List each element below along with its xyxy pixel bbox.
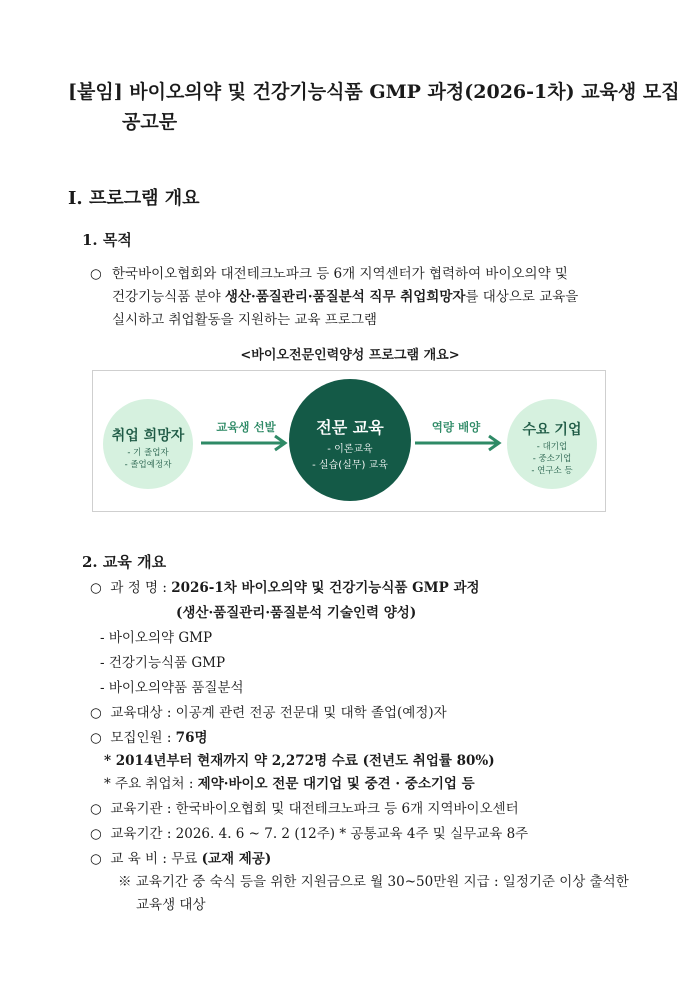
- title-line2: 공고문: [122, 111, 178, 133]
- job-seeker-item: - 기 졸업자: [127, 448, 169, 458]
- employer-item: - 연구소 등: [531, 466, 573, 476]
- track-item: - 바이오의약품 품질분석: [100, 680, 244, 696]
- course-label: 과 정 명 :: [110, 580, 172, 596]
- stat-note-unit: 명 수료: [314, 753, 363, 769]
- course-row: ○ 과 정 명 : 2026-1차 바이오의약 및 건강기능식품 GMP 과정: [90, 580, 480, 596]
- employer-note-value: 제약·바이오 전문 대기업 및 중견 · 중소기업 등: [197, 776, 475, 792]
- fee-row: ○ 교 육 비 : 무료 (교재 제공): [90, 851, 272, 867]
- stat-note-paren: (: [362, 753, 369, 769]
- training-circle: [289, 379, 411, 501]
- track-item: - 바이오의약 GMP: [100, 630, 213, 646]
- recruit-row: ○ 모집인원 : 76명: [90, 730, 208, 746]
- stat-note-count: 2,272: [271, 753, 315, 769]
- institution-text: 교육기관 : 한국바이오협회 및 대전테크노파크 등 6개 지역바이오센터: [110, 801, 519, 817]
- purpose-line2-pre: 건강기능식품 분야: [112, 289, 225, 305]
- recruit-value: 76명: [175, 730, 208, 746]
- overview-heading: 2. 교육 개요: [82, 553, 167, 571]
- institution-row: ○ 교육기관 : 한국바이오협회 및 대전테크노파크 등 6개 지역바이오센터: [90, 801, 519, 817]
- recruit-label: 모집인원 :: [110, 730, 176, 746]
- section-heading: Ⅰ. 프로그램 개요: [68, 188, 200, 209]
- course-value: 2026-1차 바이오의약 및 건강기능식품 GMP 과정: [171, 580, 480, 596]
- overview-list: [90, 577, 629, 917]
- document-title: [68, 77, 680, 137]
- stat-note-rate-label: 전년도 취업률: [368, 753, 457, 769]
- stat-note-mid: 년부터 현재까지 약: [153, 753, 272, 769]
- employer-note-label: * 주요 취업처 :: [104, 776, 198, 792]
- stat-note-rate: 80%): [456, 753, 495, 769]
- title-line1: [붙임] 바이오의약 및 건강기능식품 GMP 과정(2026-1차) 교육생 모집: [68, 81, 680, 103]
- purpose-paragraph: [112, 263, 578, 332]
- training-item: - 이론교육: [327, 444, 373, 455]
- training-title: 전문 교육: [316, 418, 384, 437]
- job-seeker-item: - 졸업예정자: [124, 460, 172, 470]
- purpose-line2-post: 를 대상으로 교육을: [465, 289, 579, 305]
- target-text: 교육대상 : 이공계 관련 전공 전문대 및 대학 졸업(예정)자: [110, 705, 447, 721]
- employer-item: - 중소기업: [532, 454, 572, 464]
- employer-circle: [507, 399, 597, 489]
- support-note-line2: 교육생 대상: [136, 897, 206, 913]
- employer-title: 수요 기업: [522, 422, 582, 438]
- purpose-bullet: ○: [90, 266, 102, 282]
- target-row: ○ 교육대상 : 이공계 관련 전공 전문대 및 대학 졸업(예정)자: [90, 705, 447, 721]
- course-subtitle: (생산·품질관리·품질분석 기술인력 양성): [176, 605, 417, 621]
- stat-note-pre: *: [104, 753, 116, 769]
- arrow-right-icon: [199, 433, 291, 453]
- period-text: 교육기간 : 2026. 4. 6 ~ 7. 2 (12주) * 공통교육 4주 및 실무교육 8주: [110, 826, 529, 842]
- arrow-right-icon: [413, 433, 505, 453]
- period-row: ○ 교육기간 : 2026. 4. 6 ~ 7. 2 (12주) * 공통교육 4주 및 실무교육 8주: [90, 826, 529, 842]
- purpose-line3: 실시하고 취업활동을 지원하는 교육 프로그램: [112, 312, 377, 328]
- fee-label: 교 육 비 : 무료: [110, 851, 202, 867]
- job-seeker-circle: [103, 399, 193, 489]
- stat-note-year: 2014: [115, 753, 154, 769]
- capability-label: 역량 배양: [431, 420, 481, 434]
- purpose-line1: 한국바이오협회와 대전테크노파크 등 6개 지역센터가 협력하여 바이오의약 및: [112, 266, 568, 282]
- fee-value: (교재 제공): [201, 851, 272, 867]
- employer-note: [90, 773, 629, 796]
- stat-note: [90, 750, 629, 773]
- selection-label: 교육생 선발: [216, 420, 276, 434]
- diagram-caption: <바이오전문인력양성 프로그램 개요>: [240, 348, 460, 363]
- purpose-heading: 1. 목적: [82, 231, 132, 249]
- job-seeker-title: 취업 희망자: [111, 428, 185, 444]
- purpose-line2: [112, 286, 578, 309]
- support-note-line1: ※ 교육기간 중 숙식 등을 위한 지원금으로 월 30~50만원 지급 : 일정기준 이상 출석한: [118, 874, 629, 890]
- purpose-line2-bold: 생산·품질관리·품질분석 직무 취업희망자: [224, 289, 466, 305]
- training-item: - 실습(실무) 교육: [312, 460, 388, 471]
- track-item: - 건강기능식품 GMP: [100, 655, 226, 671]
- program-diagram: [92, 370, 606, 512]
- employer-item: - 대기업: [536, 442, 568, 452]
